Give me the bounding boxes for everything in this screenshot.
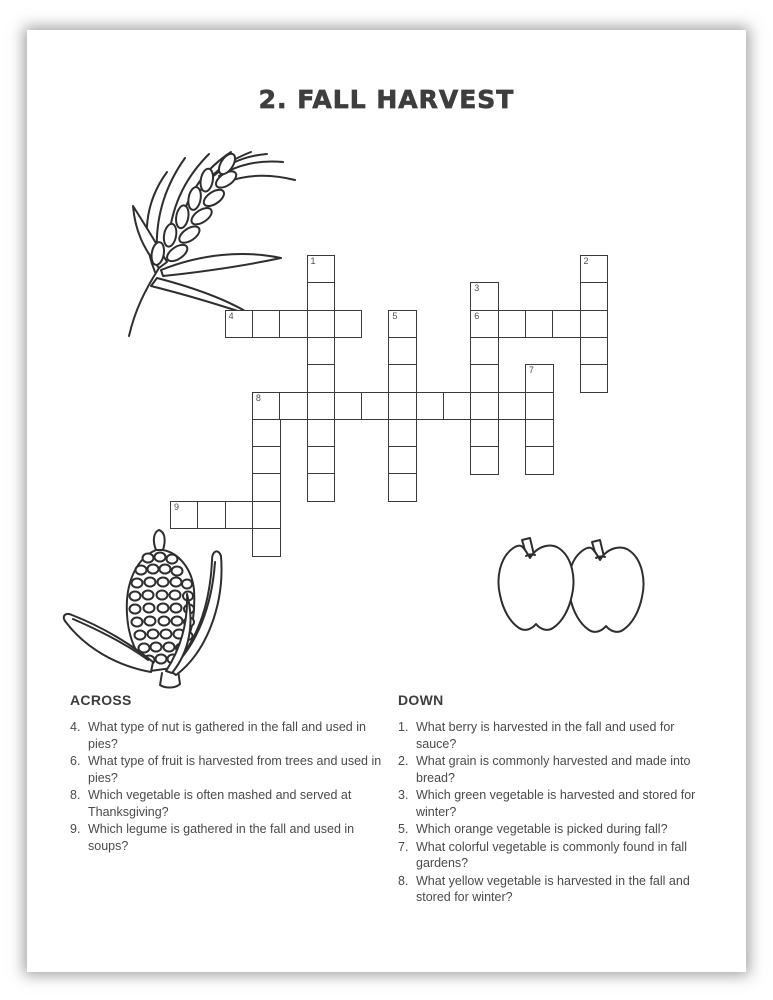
grid-cell[interactable] [388,337,417,366]
clue-text: What type of nut is gathered in the fall and used in pies? [88,720,366,751]
clue-text: What type of fruit is harvested from trees and used in pies? [88,754,382,785]
crossword-grid [170,255,610,557]
grid-cell-5[interactable] [388,310,417,339]
down-clue-3 [398,787,716,820]
grid-cell[interactable] [580,282,609,311]
down-clue-list [398,719,716,906]
grid-cell-4[interactable] [225,310,254,339]
grid-cell[interactable] [580,364,609,393]
cell-number: 2 [583,256,589,266]
clue-text: Which green vegetable is harvested and stored for winter? [416,788,696,819]
wheat-stem [129,268,159,336]
clue-number: 8. [398,873,409,888]
grid-cell[interactable] [525,310,554,339]
grid-cell[interactable] [361,392,390,421]
grid-cell[interactable] [252,310,281,339]
grid-cell-6[interactable] [470,310,499,339]
cell-number: 7 [528,365,534,376]
grid-cell[interactable] [470,364,499,393]
grid-cell[interactable] [252,446,281,475]
corn-illustration [55,524,260,692]
grid-cell[interactable] [388,419,417,448]
grid-cell[interactable] [307,419,336,448]
grid-cell-7[interactable] [525,364,554,393]
grid-cell[interactable] [307,282,336,311]
grid-cell[interactable] [470,419,499,448]
grid-cell[interactable] [580,337,609,366]
grid-cell[interactable] [580,310,609,339]
grid-cell[interactable] [416,392,445,421]
wheat-kernel [187,186,203,211]
grid-cell[interactable] [307,310,336,339]
grid-cell[interactable] [470,337,499,366]
clue-text: Which legume is gathered in the fall and used in soups? [88,822,355,853]
grid-cell[interactable] [552,310,581,339]
clue-text: What yellow vegetable is harvested in the fall and stored for winter? [416,873,690,904]
clue-number: 4. [70,720,81,734]
wheat-kernel [174,204,190,229]
clue-text: Which orange vegetable is picked during fall? [416,822,668,836]
grid-cell[interactable] [307,392,336,421]
grid-cell[interactable] [470,446,499,475]
grid-cell[interactable] [279,310,308,339]
grid-cell[interactable] [498,392,527,421]
across-heading: ACROSS [70,692,132,708]
across-clue-list [70,719,388,854]
apples-illustration [483,534,663,644]
apple-body [569,548,644,632]
grid-cell[interactable] [388,392,417,421]
grid-cell-2[interactable] [580,255,609,284]
grid-cell[interactable] [334,310,363,339]
grid-cell-1[interactable] [307,255,336,284]
down-heading: DOWN [398,692,444,708]
corn-tip [154,530,165,550]
grid-cell[interactable] [388,473,417,502]
cell-number: 8 [255,392,261,403]
cell-number: 6 [474,310,480,321]
clue-number: 8. [70,788,81,802]
cell-number: 3 [474,283,480,294]
across-clue-9 [70,821,388,854]
clue-number: 7. [398,839,409,854]
cell-number: 4 [228,310,234,321]
apple-body [499,546,574,630]
grid-cell-8[interactable] [252,392,281,421]
grid-cell[interactable] [525,446,554,475]
grid-cell[interactable] [334,392,363,421]
grid-cell[interactable] [307,473,336,502]
clue-text: What grain is commonly harvested and made into bread? [416,754,691,785]
grid-cell[interactable] [307,364,336,393]
apple-right [569,540,644,632]
across-clues-section [70,692,388,855]
grid-cell[interactable] [525,419,554,448]
down-clue-5 [398,821,716,838]
grid-cell[interactable] [252,473,281,502]
grid-cell[interactable] [498,310,527,339]
grid-cell[interactable] [388,446,417,475]
across-clue-4 [70,719,388,752]
cell-number: 9 [174,501,180,512]
down-clue-1 [398,719,716,752]
clue-number: 1. [398,720,409,734]
down-clue-7 [398,839,716,872]
across-clue-8 [70,787,388,820]
page-title: 2. FALL HARVEST [258,85,515,114]
grid-cell[interactable] [307,446,336,475]
grid-cell-3[interactable] [470,282,499,311]
clue-number: 5. [398,822,409,836]
clue-number: 3. [398,788,409,802]
grid-cell[interactable] [470,392,499,421]
down-clue-8 [398,873,716,906]
grid-cell[interactable] [443,392,472,421]
cell-number: 5 [392,310,398,321]
down-clues-section [398,692,716,907]
apple-left [499,538,574,630]
clue-text: What colorful vegetable is commonly found in fall gardens? [416,839,687,870]
clue-number: 2. [398,754,409,768]
down-clue-2 [398,753,716,786]
clue-number: 9. [70,822,81,836]
across-clue-6 [70,753,388,786]
clue-number: 6. [70,754,81,768]
wheat-kernel [199,168,215,193]
grid-cell[interactable] [307,337,336,366]
grid-cell[interactable] [388,364,417,393]
grid-cell[interactable] [525,392,554,421]
grid-cell[interactable] [252,419,281,448]
grid-cell[interactable] [279,392,308,421]
wheat-kernel [162,223,178,248]
clue-text: Which vegetable is often mashed and served at Thanksgiving? [88,788,352,819]
clue-text: What berry is harvested in the fall and used for sauce? [416,720,675,751]
cell-number: 1 [310,256,316,266]
